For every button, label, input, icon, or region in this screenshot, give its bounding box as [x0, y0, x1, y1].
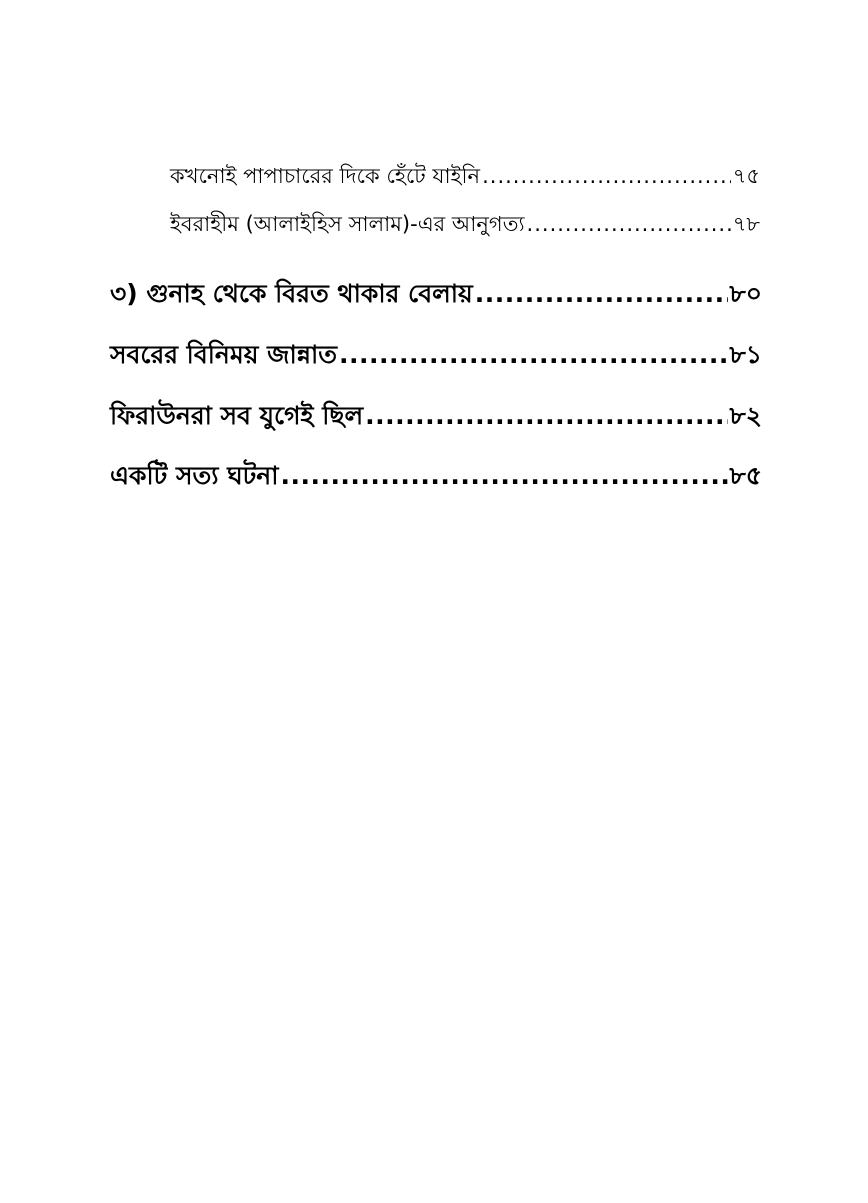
dot-leader — [339, 340, 728, 369]
toc-page-number: ৮৫ — [729, 461, 762, 490]
dot-leader — [527, 212, 731, 236]
toc-entry-title: ফিরাউনরা সব যুগেই ছিল — [110, 401, 364, 430]
dot-leader — [475, 279, 728, 308]
toc-page-number: ৭৮ — [732, 212, 760, 236]
toc-sub-entry[interactable] — [170, 208, 760, 238]
toc-entry-title: একটি সত্য ঘটনা — [110, 461, 279, 490]
toc-page-number: ৭৫ — [732, 164, 760, 188]
toc-page-number: ৮২ — [729, 401, 762, 430]
toc-main-entry[interactable] — [110, 396, 762, 432]
dot-leader — [280, 461, 727, 490]
toc-entry-title: ৩) গুনাহ থেকে বিরত থাকার বেলায় — [110, 279, 473, 308]
toc-page-number: ৮১ — [729, 340, 762, 369]
toc-entry-title: সবরের বিনিময় জান্নাত — [110, 340, 338, 369]
toc-main-entry[interactable] — [110, 335, 762, 371]
toc-page-number: ৮০ — [729, 279, 762, 308]
dot-leader — [482, 164, 731, 188]
toc-entry-title: কখনোই পাপাচারের দিকে হেঁটে যাইনি — [170, 164, 481, 188]
toc-entry-title: ইবরাহীম (আলাইহিস সালাম)-এর আনুগত্য — [170, 212, 525, 236]
toc-main-entry[interactable] — [110, 274, 762, 310]
toc-main-entry[interactable] — [110, 456, 762, 492]
dot-leader — [365, 401, 727, 430]
toc-sub-entry[interactable] — [170, 160, 760, 190]
